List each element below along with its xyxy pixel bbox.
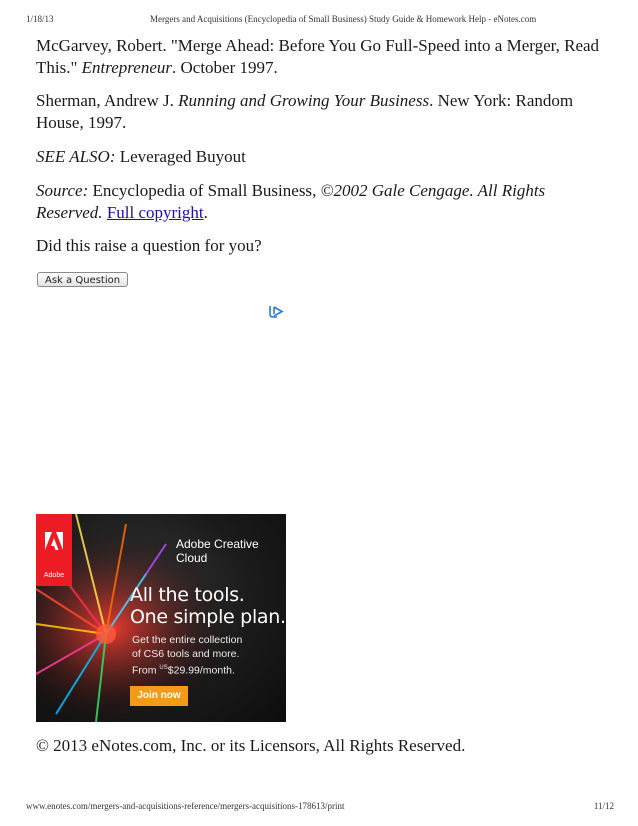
adchoices-icon[interactable] <box>268 305 286 318</box>
ad-body-line-2: of CS6 tools and more. <box>132 648 240 660</box>
ad-body <box>132 633 284 678</box>
print-page-title: Mergers and Acquisitions (Encyclopedia of Small Business) Study Guide & Homework Help - eNotes.com <box>150 14 537 24</box>
ad-body-line-3 <box>132 661 284 678</box>
ad-brand: Adobe Creative Cloud <box>176 537 259 565</box>
reference-sherman <box>36 90 608 134</box>
print-url: www.enotes.com/mergers-and-acquisitions-reference/mergers-acquisitions-178613/print <box>26 801 345 811</box>
reference-mcgarvey-publication: Entrepreneur <box>81 58 173 77</box>
adobe-logo <box>36 514 72 586</box>
reference-mcgarvey <box>36 35 608 79</box>
ad-price: $29.99/month. <box>167 664 235 677</box>
question-prompt: Did this raise a question for you? <box>36 236 262 255</box>
source-encyclopedia: Encyclopedia of Small Business <box>88 181 313 200</box>
reference-mcgarvey-lead: McGarvey, Robert. "Merge Ahead: Before You Go Full-Speed into a Merger, Read This." <box>36 36 600 77</box>
print-date: 1/18/13 <box>26 14 54 24</box>
copyright-notice: © 2013 eNotes.com, Inc. or its Licensors, All Rights Reserved. <box>36 736 466 755</box>
ad-headline-line-1: All the tools. <box>130 584 245 606</box>
join-now-button[interactable]: Join now <box>130 686 188 706</box>
reference-sherman-lead: Sherman, Andrew J. <box>36 91 179 110</box>
ad-body-line-1: Get the entire collection <box>132 634 243 646</box>
see-also-value: Leveraged Buyout <box>115 147 246 166</box>
see-also <box>36 146 608 168</box>
reference-sherman-tail: . New York: Random House, 1997. <box>36 91 574 132</box>
page-number: 11/12 <box>593 801 614 811</box>
adobe-creative-cloud-ad[interactable] <box>36 514 286 722</box>
source-citation <box>36 180 608 224</box>
adobe-a-icon <box>45 532 63 550</box>
ad-price-prefix: From <box>132 664 160 677</box>
ad-price-currency: US <box>159 665 168 671</box>
ad-headline-line-2: One simple plan. <box>130 606 286 628</box>
source-label: Source: <box>36 181 89 200</box>
reference-sherman-title: Running and Growing Your Business <box>178 91 430 110</box>
ask-question-button[interactable]: Ask a Question <box>37 272 128 287</box>
see-also-label: SEE ALSO: <box>36 147 116 166</box>
full-copyright-link[interactable]: Full copyright <box>106 203 204 222</box>
adobe-wordmark: Adobe <box>43 572 65 579</box>
source-period: . <box>203 203 208 222</box>
source-rights: , ©2002 Gale Cengage. All Rights Reserved. <box>36 181 546 222</box>
reference-mcgarvey-tail: . October 1997. <box>172 58 278 77</box>
ad-headline <box>130 584 284 628</box>
